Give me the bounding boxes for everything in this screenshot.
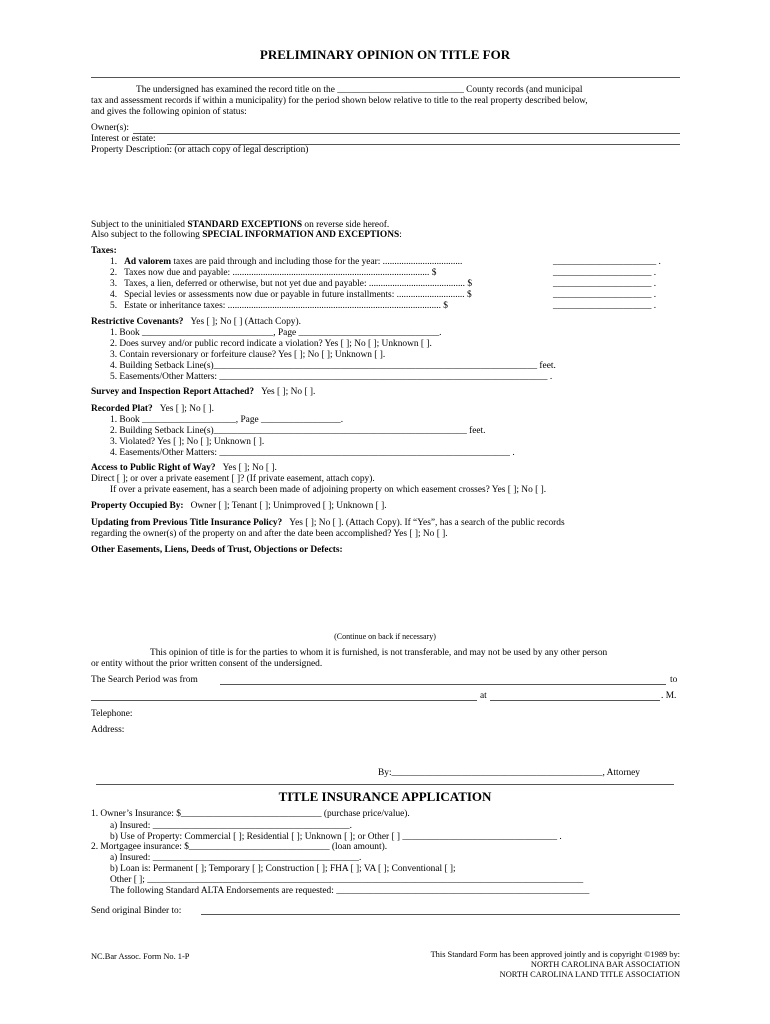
continue-note: (Continue on back if necessary) — [334, 632, 436, 641]
bar-association: NORTH CAROLINA BAR ASSOCIATION — [530, 960, 680, 969]
restrictive-covenants: Restrictive Covenants? Yes [ ]; No [ ] (Attach Copy). — [91, 317, 301, 327]
use-of-property-line[interactable]: b) Use of Property: Commercial [ ]; Residential [ ]; Unknown [ ]; or Other [ ] _________________________________ . — [110, 832, 562, 842]
send-binder-label: Send original Binder to: — [91, 906, 182, 916]
attorney-signature-line[interactable]: By:_____________________________________________, Attorney — [378, 768, 640, 778]
search-period-from-line[interactable] — [220, 684, 666, 685]
plat-item[interactable]: 2. Building Setback Line(s)______________________________________________________ feet. — [110, 426, 486, 436]
application-title: TITLE INSURANCE APPLICATION — [278, 789, 492, 804]
owners-label: Owner(s): — [91, 123, 130, 133]
copyright-line: This Standard Form has been approved jointly and is copyright ©1989 by: — [430, 950, 680, 959]
restrictive-item[interactable]: 5. Easements/Other Matters: ______________________________________________________________________ . — [110, 372, 553, 382]
tax-amount-line[interactable]: ______________________ . — [553, 257, 661, 267]
tax-item: 2. Taxes now due and payable: .................................................................................... $ — [110, 268, 437, 278]
intro-line-1: The undersigned has examined the record title on the ___________________________ County records (and municipal — [136, 85, 583, 95]
interest-label: Interest or estate: — [91, 134, 156, 144]
alta-endorsements-line[interactable]: The following Standard ALTA Endorsements are requested: ______________________________________________________ — [110, 886, 590, 896]
opinion-line-2: or entity without the prior written consent of the undersigned. — [91, 659, 323, 669]
mortgagee-insured-line[interactable]: a) Insured: ____________________________________________. — [110, 853, 362, 863]
standard-exceptions-line: Subject to the uninitialed STANDARD EXCEPTIONS on reverse side hereof. — [91, 220, 390, 230]
restrictive-item[interactable]: 4. Building Setback Line(s)_____________________________________________________________________ feet. — [110, 361, 556, 371]
tax-amount-line[interactable]: _____________________ . — [553, 301, 657, 311]
search-m-label: . M. — [661, 691, 677, 701]
intro-line-2: tax and assessment records if within a municipality) for the period shown below relative to title to the real property described below, — [91, 96, 588, 106]
search-to-label: to — [670, 675, 678, 685]
special-information-line: Also subject to the following SPECIAL INFORMATION AND EXCEPTIONS: — [91, 230, 402, 240]
send-binder-line[interactable] — [201, 914, 680, 915]
form-number: NC.Bar Assoc. Form No. 1-P — [91, 952, 190, 961]
search-period-label: The Search Period was from — [91, 675, 198, 685]
updating-line-2[interactable]: regarding the owner(s) of the property on and after the date been accomplished? Yes [ ]; No [ ]. — [91, 529, 448, 539]
owners-insurance-line[interactable]: 1. Owner’s Insurance: $______________________________ (purchase price/value). — [91, 809, 410, 819]
telephone-label: Telephone: — [91, 709, 133, 719]
section-divider — [96, 784, 674, 785]
other-easements-label: Other Easements, Liens, Deeds of Trust, Objections or Defects: — [91, 545, 343, 555]
access-private-easement[interactable]: If over a private easement, has a search been made of adjoining property on which easement crosses? Yes [ ]; No [ ]. — [110, 485, 547, 495]
search-time-line[interactable] — [490, 700, 660, 701]
tax-amount-line[interactable]: _____________________ . — [553, 279, 657, 289]
access-right-of-way[interactable]: Access to Public Right of Way? Yes [ ]; No [ ]. — [91, 463, 277, 473]
opinion-line-1: This opinion of title is for the parties to whom it is furnished, is not transferable, and may not be used by any other person — [150, 648, 608, 658]
restrictive-item[interactable]: 3. Contain reversionary or forfeiture clause? Yes [ ]; No [ ]; Unknown [ ]. — [110, 350, 386, 360]
plat-item[interactable]: 4. Easements/Other Matters: ______________________________________________________________ . — [110, 448, 515, 458]
restrictive-item[interactable]: 2. Does survey and/or public record indicate a violation? Yes [ ]; No [ ]; Unknown [ ]. — [110, 339, 432, 349]
plat-item[interactable]: 1. Book ____________________, Page _________________. — [110, 415, 344, 425]
land-title-association: NORTH CAROLINA LAND TITLE ASSOCIATION — [499, 970, 680, 979]
intro-line-3: and gives the following opinion of status: — [91, 107, 247, 117]
tax-amount-line[interactable]: _____________________ . — [553, 290, 657, 300]
address-label: Address: — [91, 725, 125, 735]
access-direct[interactable]: Direct [ ]; or over a private easement [ ]? (If private easement, attach copy). — [91, 474, 375, 484]
search-period-to-line[interactable] — [91, 700, 477, 701]
search-at-label: at — [480, 691, 487, 701]
tax-item: 3. Taxes, a lien, deferred or otherwise, but not yet due and payable: ......................................... $ — [110, 279, 473, 289]
recorded-plat[interactable]: Recorded Plat? Yes [ ]; No [ ]. — [91, 404, 214, 414]
loan-type-line[interactable]: b) Loan is: Permanent [ ]; Temporary [ ]; Construction [ ]; FHA [ ]; VA [ ]; Conventional [ ]; — [110, 864, 456, 874]
survey-report[interactable]: Survey and Inspection Report Attached? Yes [ ]; No [ ]. — [91, 387, 316, 397]
restrictive-item[interactable]: 1. Book ____________________________, Page ______________________________. — [110, 328, 442, 338]
loan-other-line[interactable]: Other [ ]; _____________________________________________________________________________________________ — [110, 875, 584, 885]
tax-item: 1. Ad valorem taxes are paid through and including those for the year: .................................. — [110, 257, 463, 267]
property-description-label: Property Description: (or attach copy of legal description) — [91, 145, 309, 155]
tax-item: 5. Estate or inheritance taxes: ........................................................................................... $ — [110, 301, 448, 311]
owners-insured-line[interactable]: a) Insured: __________________________________________. — [110, 821, 352, 831]
property-occupied[interactable]: Property Occupied By: Owner [ ]; Tenant [ ]; Unimproved [ ]; Unknown [ ]. — [91, 501, 387, 511]
updating-policy[interactable]: Updating from Previous Title Insurance Policy? Yes [ ]; No [ ]. (Attach Copy). If “Yes”, has a search of the public records — [91, 518, 565, 528]
owners-line[interactable] — [133, 133, 680, 134]
taxes-label: Taxes: — [91, 246, 117, 256]
tax-amount-line[interactable]: _____________________ . — [553, 268, 657, 278]
tax-item: 4. Special levies or assessments now due or payable in future installments: ............................. $ — [110, 290, 472, 300]
mortgagee-insurance-line[interactable]: 2. Mortgagee insurance: $______________________________ (loan amount). — [91, 842, 388, 852]
plat-item[interactable]: 3. Violated? Yes [ ]; No [ ]; Unknown [ ]. — [110, 437, 265, 447]
header-rule — [91, 77, 680, 78]
form-title: PRELIMINARY OPINION ON TITLE FOR — [259, 47, 511, 62]
